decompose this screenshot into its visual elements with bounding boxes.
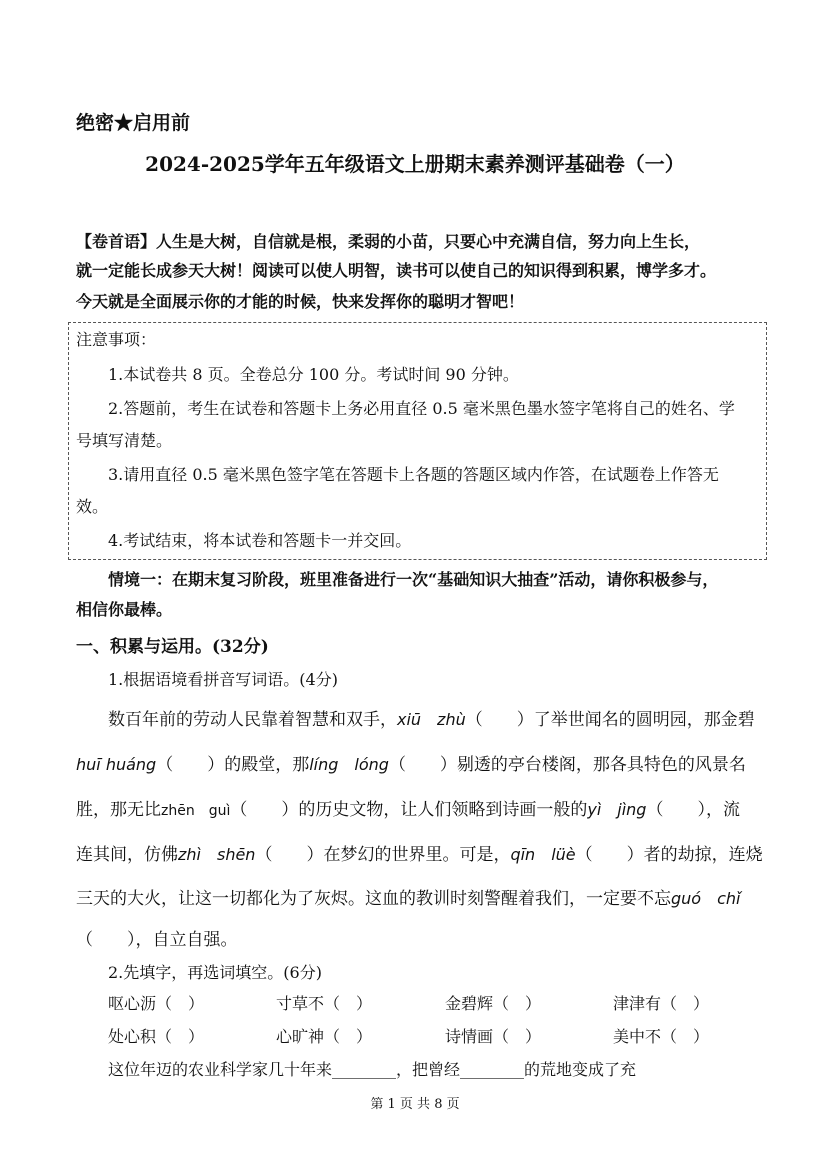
pinyin-zhengui: zhēn guì xyxy=(161,803,231,819)
passage-text: （ ）的历史文物，让人们领略到诗画一般的 xyxy=(230,800,588,820)
notice-heading: 注意事项： xyxy=(76,330,157,349)
pinyin-huihuang: huī huáng xyxy=(76,755,157,774)
pinyin-qinlue: qīn lüè xyxy=(510,845,576,864)
passage-text: （ ）在梦幻的世界里。可是， xyxy=(255,845,511,865)
notice-box xyxy=(68,322,767,560)
pinyin-guochi: guó chǐ xyxy=(671,889,741,908)
passage-line-4 xyxy=(76,840,763,865)
notice-item-3-cont: 效。 xyxy=(76,497,109,516)
pinyin-zhishen: zhì shēn xyxy=(178,845,256,864)
idiom-1: 呕心沥（ ） xyxy=(108,994,205,1013)
notice-item-2-cont: 号填写清楚。 xyxy=(76,431,173,450)
passage-text: （ ）者的劫掠，连烧 xyxy=(575,845,763,865)
passage-text: 连其间，仿佛 xyxy=(76,845,178,865)
preface-line-1: 【卷首语】人生是大树，自信就是根，柔弱的小苗，只要心中充满自信，努力向上生长， xyxy=(76,232,701,251)
idiom-7: 诗情画（ ） xyxy=(445,1027,542,1046)
passage-text: 胜，那无比 xyxy=(76,800,161,820)
section-1-heading: 一、积累与运用。(32分) xyxy=(76,637,269,657)
preface-line-3: 今天就是全面展示你的才能的时候，快来发挥你的聪明才智吧！ xyxy=(76,292,525,311)
notice-item-3: 3.请用直径 0.5 毫米黑色签字笔在答题卡上各题的答题区域内作答，在试题卷上作答无 xyxy=(108,465,719,484)
page-footer: 第 1 页 共 8 页 xyxy=(370,1097,460,1112)
passage-text: （ ）剔透的亭台楼阁，那各具特色的风景名 xyxy=(388,755,746,775)
scene-line-2: 相信你最棒。 xyxy=(76,600,173,619)
pinyin-linglong: líng lóng xyxy=(309,755,389,774)
notice-item-4: 4.考试结束，将本试卷和答题卡一并交回。 xyxy=(108,531,412,550)
fill-blank-sentence: 这位年迈的农业科学家几十年来________，把曾经________的荒地变成了充 xyxy=(108,1060,637,1079)
notice-item-2: 2.答题前，考生在试卷和答题卡上务必用直径 0.5 毫米黑色墨水签字笔将自己的姓名、学 xyxy=(108,399,735,418)
passage-text: 数百年前的劳动人民靠着智慧和双手， xyxy=(108,710,397,730)
passage-text: （ ），流 xyxy=(646,800,740,820)
confidential-mark: 绝密★启用前 xyxy=(76,112,191,134)
idiom-4: 津津有（ ） xyxy=(613,994,710,1013)
idiom-6: 心旷神（ ） xyxy=(276,1027,373,1046)
passage-text: （ ）的殿堂，那 xyxy=(156,755,310,775)
notice-item-1: 1.本试卷共 8 页。全卷总分 100 分。考试时间 90 分钟。 xyxy=(108,365,519,384)
pinyin-xiuzhu: xiū zhù xyxy=(397,710,466,729)
question-2: 2.先填字，再选词填空。(6分) xyxy=(108,963,322,982)
passage-line-6: （ ），自立自强。 xyxy=(76,930,238,950)
passage-text: 三天的大火，让这一切都化为了灰烬。这血的教训时刻警醒着我们，一定要不忘 xyxy=(76,889,671,909)
passage-line-5 xyxy=(76,884,740,909)
idiom-2: 寸草不（ ） xyxy=(276,994,373,1013)
idiom-5: 处心积（ ） xyxy=(108,1027,205,1046)
question-1: 1.根据语境看拼音写词语。(4分) xyxy=(108,670,338,689)
passage-line-3 xyxy=(76,795,740,820)
scene-line-1: 情境一：在期末复习阶段，班里准备进行一次“基础知识大抽查”活动，请你积极参与， xyxy=(108,570,719,589)
idiom-3: 金碧辉（ ） xyxy=(445,994,542,1013)
pinyin-yijing: yì jìng xyxy=(587,800,647,819)
passage-text: （ ）了举世闻名的圆明园，那金碧 xyxy=(465,710,755,730)
page-title: 2024-2025学年五年级语文上册期末素养测评基础卷（一） xyxy=(145,152,685,176)
idiom-8: 美中不（ ） xyxy=(613,1027,710,1046)
passage-line-2 xyxy=(76,750,746,775)
preface-line-2: 就一定能长成参天大树！阅读可以使人明智，读书可以使自己的知识得到积累，博学多才。 xyxy=(76,261,717,280)
passage-line-1 xyxy=(108,705,755,730)
